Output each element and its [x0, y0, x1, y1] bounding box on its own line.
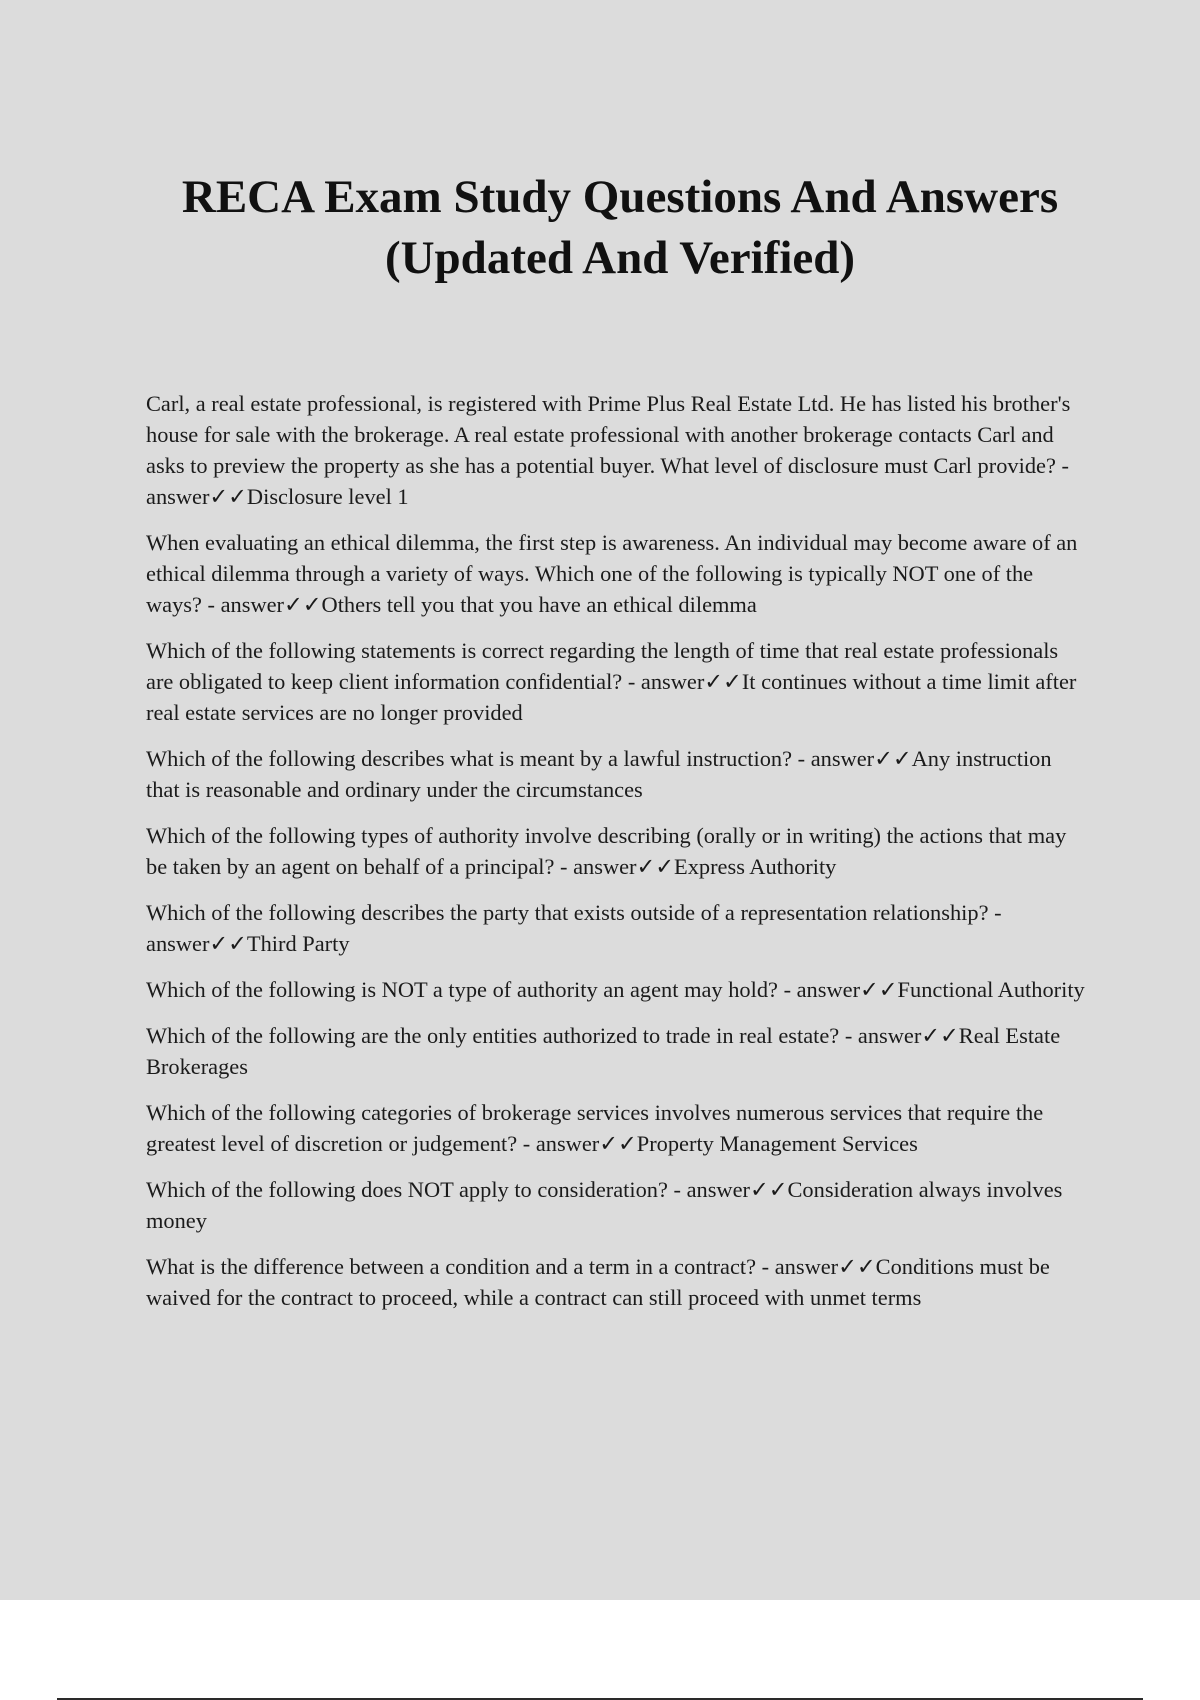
qa-item: Which of the following statements is correct regarding the length of time that real estate professionals are obligated to keep client information confidential? - answer✓✓It continues without a time limit after real estate services are no longer provided [146, 638, 1077, 725]
qa-list [146, 388, 1086, 1328]
document-title [100, 167, 1140, 289]
qa-item: Which of the following does NOT apply to consideration? - answer✓✓Consideration always involves money [146, 1177, 1063, 1233]
document-title-line-2: (Updated And Verified) [384, 232, 856, 284]
qa-item: Which of the following categories of brokerage services involves numerous services that require the greatest level of discretion or judgement? - answer✓✓Property Management Services [146, 1100, 1044, 1156]
qa-item: Which of the following describes the party that exists outside of a representation relationship? - answer✓✓Third Party [146, 900, 1002, 956]
qa-item: Which of the following describes what is meant by a lawful instruction? - answer✓✓Any instruction that is reasonable and ordinary under the circumstances [146, 746, 1052, 802]
qa-item: Which of the following types of authority involve describing (orally or in writing) the actions that may be taken by an agent on behalf of a principal? - answer✓✓Express Authority [146, 823, 1067, 879]
qa-item: Carl, a real estate professional, is registered with Prime Plus Real Estate Ltd. He has listed his brother's house for sale with the brokerage. A real estate professional with another brokerage contacts Carl and asks to preview the property as she has a potential buyer. What level of disclosure must Carl provide? - answer✓✓Disclosure level 1 [146, 391, 1071, 509]
document-title-line-1: RECA Exam Study Questions And Answers [181, 171, 1059, 223]
qa-item: When evaluating an ethical dilemma, the first step is awareness. An individual may become aware of an ethical dilemma through a variety of ways. Which one of the following is typically NOT one of the ways? - answer✓✓Others tell you that you have an ethical dilemma [146, 530, 1078, 617]
qa-item: Which of the following are the only entities authorized to trade in real estate? - answer✓✓Real Estate Brokerages [146, 1023, 1061, 1079]
qa-item: What is the difference between a condition and a term in a contract? - answer✓✓Conditions must be waived for the contract to proceed, while a contract can still proceed with unmet terms [146, 1254, 1050, 1310]
qa-item: Which of the following is NOT a type of authority an agent may hold? - answer✓✓Functional Authority [146, 977, 1085, 1002]
